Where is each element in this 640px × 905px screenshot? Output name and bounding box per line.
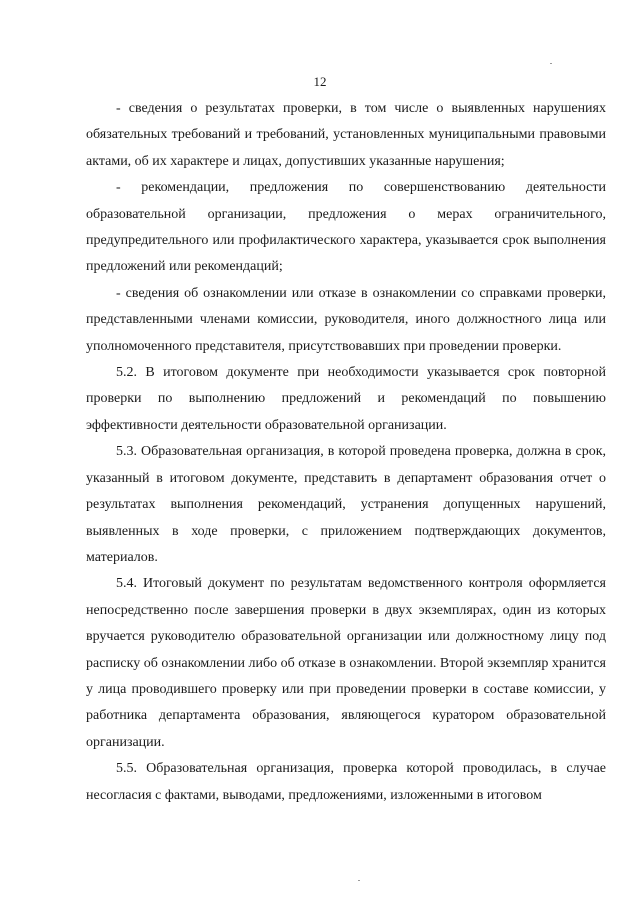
paragraph-results-info: - сведения о результатах проверки, в том числе о выявленных нарушениях обязательных требований и требований, установленных муниципальными правовыми актами, об их характере и лицах, допустивших указанные нарушения; bbox=[86, 101, 606, 169]
paragraph-recommendations: - рекомендации, предложения по совершенствованию деятельности образовательной организации, предложения о мерах ограничительного, предупредительного или профилактического характера, указывается срок выполнения предложений или рекомендаций; bbox=[86, 180, 606, 275]
paragraph-5-3: 5.3. Образовательная организация, в которой проведена проверка, должна в срок, указанный в итоговом документе, представить в департамент образования отчет о результатах выполнения рекомендаций, устранения допущенных нарушений, выявленных в ходе проверки, с приложением подтверждающих документов, материалов. bbox=[86, 444, 606, 565]
paragraph-5-2: 5.2. В итоговом документе при необходимости указывается срок повторной проверки по выполнению предложений и рекомендаций по повышению эффективности деятельности образовательной организации. bbox=[86, 365, 606, 433]
paragraph-acquaintance-info: - сведения об ознакомлении или отказе в ознакомлении со справками проверки, представленными членами комиссии, руководителя, иного должностного лица или уполномоченного представителя, присутствовавших при проведении проверки. bbox=[86, 285, 606, 354]
page-number: 12 bbox=[313, 74, 327, 89]
paragraph-5-5: 5.5. Образовательная организация, проверка которой проводилась, в случае несогласия с фактами, выводами, предложениями, изложенными в итоговом bbox=[86, 761, 606, 803]
paragraph-5-4: 5.4. Итоговый документ по результатам ведомственного контроля оформляется непосредственно после завершения проверки в двух экземплярах, один из которых вручается руководителю образовательной организации или должностному лицу под расписку об ознакомлении либо об отказе в ознакомлении. Второй экземпляр хранится у лица проводившего проверку или при проведении проверки в составе комиссии, у работника департамента образования, являющегося куратором образовательной организации. bbox=[86, 576, 606, 750]
scan-speck-top-right bbox=[550, 63, 552, 64]
scan-speck-bottom bbox=[358, 880, 360, 881]
document-body bbox=[86, 96, 606, 809]
